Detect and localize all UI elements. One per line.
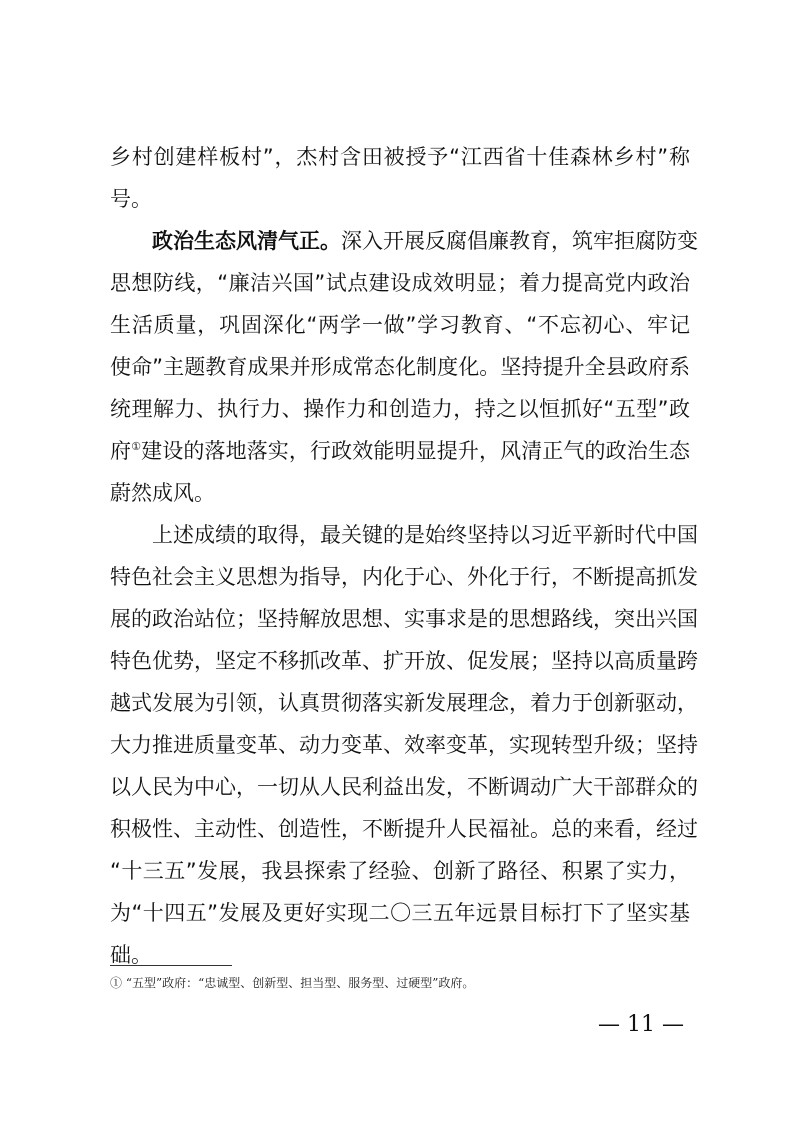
- text-line-11: 特色社会主义思想为指导，内化于心、外化于行，不断提高抓发: [110, 565, 698, 589]
- footnote-text: ① “五型”政府：“忠诚型、创新型、担当型、服务型、过硬型”政府。: [110, 976, 475, 990]
- page-number: — 11 —: [598, 1012, 684, 1037]
- paragraph-heading: 政治生态风清气正。: [152, 229, 341, 253]
- line-rest: 建设的落地落实，行政效能明显提升，风清正气的政治生态: [141, 439, 691, 463]
- paragraph-heading-rest: 深入开展反腐倡廉教育，筑牢拒腐防变: [341, 229, 698, 253]
- paragraph-political-ecology-first-line: [152, 227, 698, 255]
- text-line-with-footnote-ref: [110, 437, 690, 465]
- text-line-5: 生活质量，巩固深化“两学一做”学习教育、“不忘初心、牢记: [110, 313, 690, 337]
- text-line-6: 使命”主题教育成果并形成常态化制度化。坚持提升全县政府系: [110, 355, 690, 379]
- text-line-18: “十三五”发展，我县探索了经验、创新了路径、积累了实力，: [110, 859, 690, 883]
- text-line-4: 思想防线，“廉洁兴国”试点建设成效明显；着力提高党内政治: [110, 271, 690, 295]
- text-line-9: 蔚然成风。: [110, 481, 215, 505]
- text-line-7: 统理解力、执行力、操作力和创造力，持之以恒抓好“五型”政: [110, 397, 690, 421]
- line-start: 府: [110, 439, 132, 463]
- text-line-19: 为“十四五”发展及更好实现二〇三五年远景目标打下了坚实基: [110, 901, 690, 925]
- text-line-14: 越式发展为引领，认真贯彻落实新发展理念，着力于创新驱动，: [110, 691, 698, 715]
- text-line-1: 乡村创建样板村”，杰村含田被授予“江西省十佳森林乡村”称: [110, 145, 690, 169]
- text-line-20: 础。: [110, 943, 152, 967]
- text-line-15: 大力推进质量变革、动力变革、效率变革，实现转型升级；坚持: [110, 733, 698, 757]
- footnote-separator: [110, 965, 232, 966]
- text-line-10: 上述成绩的取得，最关键的是始终坚持以习近平新时代中国: [152, 523, 698, 547]
- text-line-12: 展的政治站位；坚持解放思想、实事求是的思想路线，突出兴国: [110, 607, 698, 631]
- text-line-16: 以人民为中心，一切从人民利益出发，不断调动广大干部群众的: [110, 775, 698, 799]
- text-line-13: 特色优势，坚定不移抓改革、扩开放、促发展；坚持以高质量跨: [110, 649, 698, 673]
- text-line-2: 号。: [110, 187, 152, 211]
- footnote-reference[interactable]: ①: [131, 440, 142, 453]
- text-line-17: 积极性、主动性、创造性，不断提升人民福祉。总的来看，经过: [110, 817, 698, 841]
